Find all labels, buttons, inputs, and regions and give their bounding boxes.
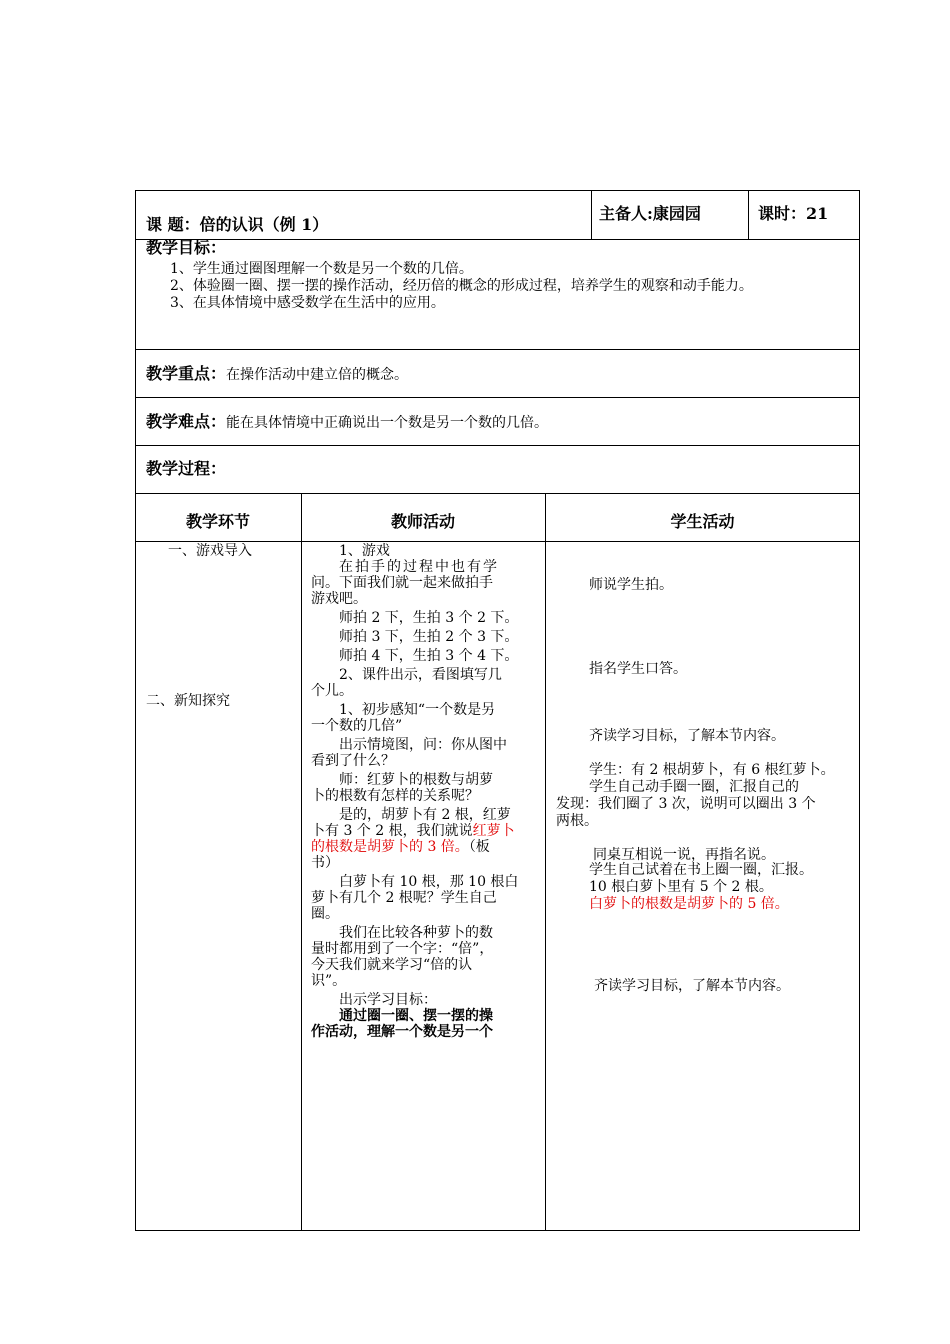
teacher-line: 看到了什么？ — [311, 753, 395, 769]
teacher-line-mixed — [311, 823, 539, 839]
teacher-line: 1、初步感知“一个数是另 — [339, 702, 496, 718]
row-rule-header — [135, 239, 860, 240]
objective-item: 1、学生通过圈图理解一个数是另一个数的几倍。 — [170, 261, 473, 277]
difficulty-text: 能在具体情境中正确说出一个数是另一个数的几倍。 — [226, 415, 549, 431]
student-line: 学生：有 2 根胡萝卜，有 6 根红萝卜。 — [589, 762, 835, 778]
row-rule-colheader — [135, 541, 860, 542]
student-line-highlight: 白萝卜的根数是胡萝卜的 5 倍。 — [589, 896, 789, 912]
student-line: 师说学生拍。 — [589, 577, 673, 593]
row-rule-difficulty — [135, 445, 860, 446]
student-line: 发现：我们圈了 3 次，说明可以圈出 3 个 — [556, 796, 816, 812]
teacher-line-mixed — [311, 839, 539, 855]
period-label: 课时：21 — [758, 204, 829, 223]
teacher-line: 2、课件出示，看图填写几 — [339, 667, 502, 683]
teacher-activity — [311, 543, 539, 1040]
teacher-line: 白萝卜有 10 根，那 10 根白 — [339, 874, 519, 890]
student-line: 学生自己试着在书上圈一圈，汇报。 — [589, 862, 813, 878]
col-header-teacher: 教师活动 — [390, 512, 455, 531]
teacher-line: 师拍 3 下，生拍 2 个 3 下。 — [339, 629, 519, 645]
col-divider-1 — [301, 493, 302, 1231]
topic-title: 课 题：倍的认识（例 1） — [146, 215, 329, 234]
process-heading: 教学过程： — [146, 459, 227, 478]
teacher-line: 作活动，理解一个数是另一个 — [311, 1024, 493, 1040]
student-line: 齐读学习目标，了解本节内容。 — [594, 978, 790, 994]
teacher-line: 书） — [311, 855, 339, 871]
col-divider-2 — [545, 493, 546, 1231]
student-line: 两根。 — [556, 813, 598, 829]
key-point-heading: 教学重点： — [146, 364, 227, 383]
col-header-stage: 教学环节 — [185, 512, 250, 531]
teacher-line: 出示学习目标： — [339, 992, 437, 1008]
teacher-line: 通过圈一圈、摆一摆的操 — [339, 1008, 493, 1024]
teacher-line: 游戏吧。 — [311, 591, 367, 607]
teacher-line: 出示情境图，问：你从图中 — [339, 737, 507, 753]
student-line: 齐读学习目标，了解本节内容。 — [589, 728, 785, 744]
teacher-line: 在拍手的过程中也有学 — [339, 559, 499, 575]
stage-item: 一、游戏导入 — [168, 543, 252, 559]
teacher-line: 师：红萝卜的根数与胡萝 — [339, 772, 493, 788]
difficulty-heading: 教学难点： — [146, 412, 227, 431]
teacher-line: 萝卜有几个 2 根呢？学生自己 — [311, 890, 497, 906]
teacher-line: 卜的根数有怎样的关系呢？ — [311, 788, 479, 804]
teacher-line: 问。下面我们就一起来做拍手 — [311, 575, 493, 591]
teacher-line: 量时都用到了一个字：“倍”， — [311, 941, 494, 957]
col-header-student: 学生活动 — [670, 512, 735, 531]
teacher-line: 个儿。 — [311, 683, 353, 699]
teacher-line: 师拍 2 下，生拍 3 个 2 下。 — [339, 610, 519, 626]
teacher-line: 今天我们就来学习“倍的认 — [311, 957, 473, 973]
objective-item: 2、体验圈一圈、摆一摆的操作活动，经历倍的概念的形成过程，培养学生的观察和动手能力。 — [170, 278, 753, 294]
preparer-label: 主备人:康园园 — [599, 204, 701, 223]
teacher-text: 卜有 3 个 2 根，我们就说 — [311, 823, 473, 839]
student-line: 学生自己动手圈一圈，汇报自己的 — [589, 779, 799, 795]
key-point-text: 在操作活动中建立倍的概念。 — [226, 367, 409, 383]
teacher-line: 一个数的几倍” — [311, 718, 403, 734]
teacher-line: 师拍 4 下，生拍 3 个 4 下。 — [339, 648, 519, 664]
student-line: 10 根白萝卜里有 5 个 2 根。 — [589, 879, 773, 895]
student-line: 指名学生口答。 — [589, 661, 687, 677]
objective-item: 3、在具体情境中感受数学在生活中的应用。 — [170, 295, 445, 311]
header-divider-1 — [591, 190, 592, 239]
teacher-line: 是的，胡萝卜有 2 根，红萝 — [339, 807, 511, 823]
difficulty-row — [146, 414, 548, 431]
row-rule-keypoint — [135, 397, 860, 398]
teacher-line: 1、游戏 — [339, 543, 390, 559]
teacher-line: 圈。 — [311, 906, 339, 922]
teacher-line: 识”。 — [311, 973, 347, 989]
teacher-highlight: 红萝卜 — [472, 823, 515, 839]
teacher-line: 我们在比较各种萝卜的数 — [339, 925, 493, 941]
teacher-text: （板 — [468, 839, 490, 855]
row-rule-objectives — [135, 349, 860, 350]
header-divider-2 — [748, 190, 749, 239]
student-line: 同桌互相说一说，再指名说。 — [593, 847, 775, 863]
teacher-highlight: 的根数是胡萝卜的 3 倍。 — [311, 839, 469, 855]
objectives-heading: 教学目标： — [146, 238, 227, 257]
row-rule-process — [135, 493, 860, 494]
key-point-row — [146, 366, 408, 383]
stage-item: 二、新知探究 — [146, 693, 230, 709]
